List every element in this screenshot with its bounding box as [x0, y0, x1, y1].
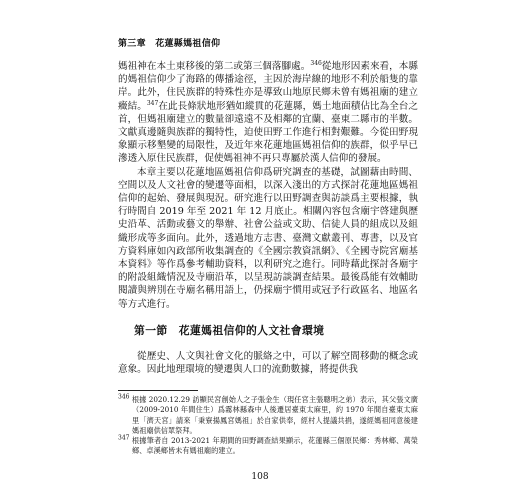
- paragraph-2: 本章主要以花蓮地區媽祖信仰爲研究調查的基礎，試圖藉由時間、空間以及人文社會的變遷等面相，以深入淺出的方式探討花蓮地區媽祖信仰的起始、發展與現況。研究進行以田野調查與訪談爲主要根據，執行時間自 2019 年至 2021 年 12 月底止。相關內容包含廟宇啓建與歷史沿革、活動或藝文的舉辦、社會公益或文助、信徒人員的組成以及組織形成等多面向。此外，透過地方志書、臺灣文獻叢刊、專書，以及官方資料庫如內政部所收集調查的《全國宗教資訊網》、《全國寺院宮廟基本資料》等作爲參考輔助資料，以利研究之進行。同時藉此探討各廟宇的附設組織情況及寺廟沿革，以呈現訪談調查結果。最後爲能有效輔助閱讀與辨別在寺廟名稱用語上，仍採廟宇慣用或冠予行政區名、地區名等方式進行。: [118, 166, 418, 310]
- paragraph-1: [118, 60, 418, 166]
- footnote-ref-346: 346: [310, 59, 322, 67]
- footnote-ref-347: 347: [146, 99, 159, 107]
- section-paragraph: 從歷史、人文與社會文化的脈絡之中，可以了解空間移動的概念或意象。因此地理環境的變遷與人口的流動數據，將提供我: [118, 350, 418, 376]
- footnote-346: [118, 395, 418, 436]
- paragraph-1-text-c: 在此長條狀地形猶如縱貫的花蓮縣，媽土地面積佔比為全台之首，但媽祖廟建立的數量卻遠遠不及相鄰的宜蘭、臺東二縣市的半數。文獻真邊隨與族群的獨特性，迫使田野工作進行相對艱難。今從田野現象顯示移墾變的局限性，及近年來花蓮地區媽祖信仰的族群，似乎早已滲透入原住民族群，促使媽祖神不再只專屬於漢人信仰的發展。: [118, 100, 419, 165]
- paragraph-1-text-b: 從地形因素來看，本縣的媽祖信仰少了海路的傳播途徑，主因於海岸線的地形不利於船隻的靠岸。此外，住民族群的特殊性亦是導致山地原民鄉未曾有媽祖廟的建立癥結。: [118, 61, 419, 112]
- footnote-text: 根據 2020.12.29 訪顯民宮創始人之子張金生（現任宮主張聰明之弟）表示，其父張文廣（2009-2010 年間住生）爲霧林縣森中人後遷居臺東太麻里，約 1970 年間自臺東太麻里「濟天宮」請來「秉寮揚鳳宮媽祖」於自家供奉，經村人提議共捐，遂經媽祖同意後建媽祖廟供信眾祭拜。: [131, 395, 418, 435]
- running-head: 第三章 花蓮縣媽祖信仰: [118, 39, 221, 49]
- section-title: 第一節 花蓮媽祖信仰的人文社會環境: [134, 323, 325, 337]
- footnote-text: 根據筆者自 2013-2021 年期間的田野調查結果顯示，花蓮縣三個原民鄉：秀林鄉、萬榮鄉、卓溪鄉皆未有媽祖廟的建立。: [131, 436, 418, 456]
- footnote-divider: [118, 390, 198, 391]
- paragraph-1-text-a: 媽祖神在本土東移後的第二或第三個落腳處。: [118, 61, 311, 72]
- footnote-347: [118, 436, 418, 456]
- footnote-number: 347: [118, 434, 130, 442]
- footnote-number: 346: [118, 393, 130, 401]
- body-text: [118, 60, 418, 456]
- page-number: 108: [251, 472, 269, 482]
